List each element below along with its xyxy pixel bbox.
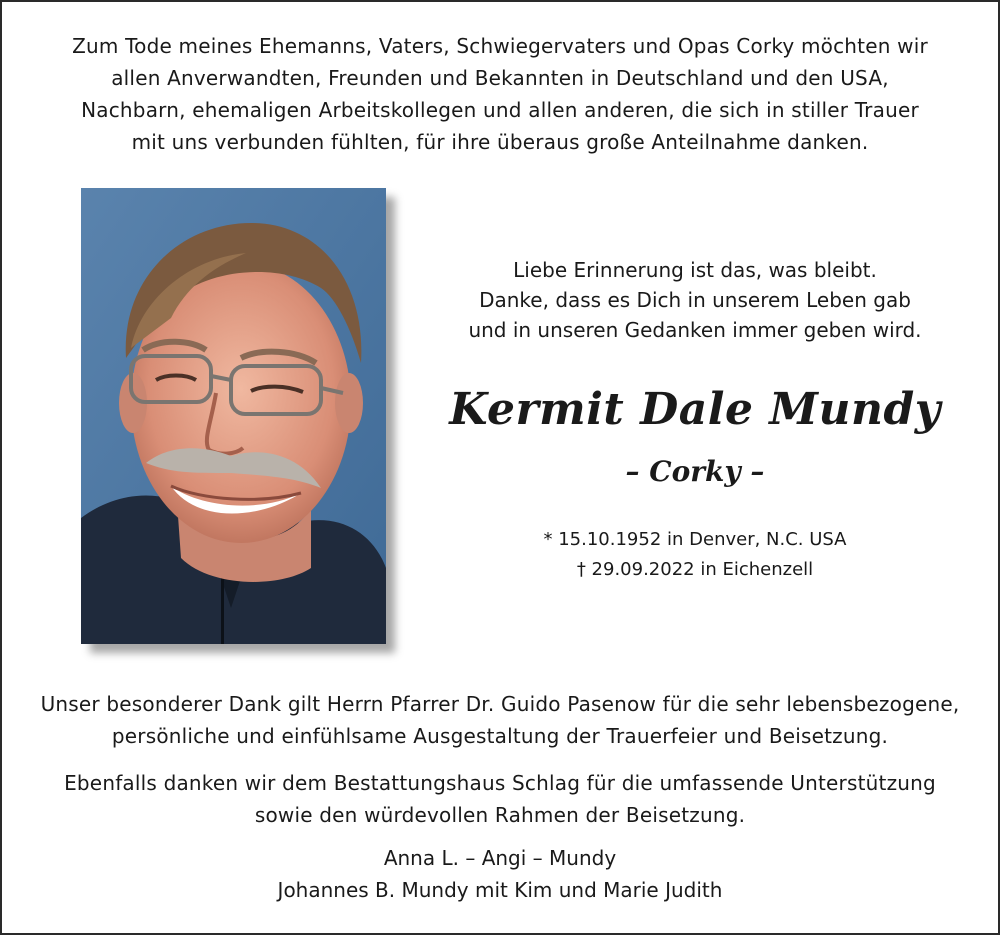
thanks-line: Unser besonderer Dank gilt Herrn Pfarrer Dr. Guido Pasenow für die sehr lebensbezogene, [40,692,960,716]
life-dates [440,525,950,585]
thanks-line: sowie den würdevollen Rahmen der Beisetzung. [254,803,746,827]
thanks-funeral-home-paragraph [20,767,980,831]
intro-line: Nachbarn, ehemaligen Arbeitskollegen und allen anderen, die sich in stiller Trauer [81,98,919,122]
quote-line: Liebe Erinnerung ist das, was bleibt. [513,258,877,282]
intro-line: mit uns verbunden fühlten, für ihre überaus große Anteilnahme danken. [131,130,869,154]
portrait-photo [81,188,386,644]
intro-line: allen Anverwandten, Freunden und Bekannten in Deutschland und den USA, [111,66,889,90]
intro-line: Zum Tode meines Ehemanns, Vaters, Schwiegervaters und Opas Corky möchten wir [72,34,928,58]
deceased-nickname: – Corky – [625,455,765,488]
intro-paragraph [20,30,980,158]
signer: Johannes B. Mundy mit Kim und Marie Judith [277,878,723,902]
thanks-line: Ebenfalls danken wir dem Bestattungshaus Schlag für die umfassende Unterstützung [64,771,936,795]
portrait-image [81,188,386,644]
deceased-name: Kermit Dale Mundy [449,384,941,435]
signatories [20,842,980,906]
memorial-quote [440,255,950,345]
death-date: † 29.09.2022 in Eichenzell [576,559,814,580]
signer: Anna L. – Angi – Mundy [383,846,617,870]
quote-line: und in unseren Gedanken immer geben wird. [468,318,922,342]
quote-line: Danke, dass es Dich in unserem Leben gab [479,288,911,312]
birth-date: * 15.10.1952 in Denver, N.C. USA [543,529,847,550]
thanks-line: persönliche und einfühlsame Ausgestaltung der Trauerfeier und Beisetzung. [111,724,889,748]
thanks-pastor-paragraph [20,688,980,752]
